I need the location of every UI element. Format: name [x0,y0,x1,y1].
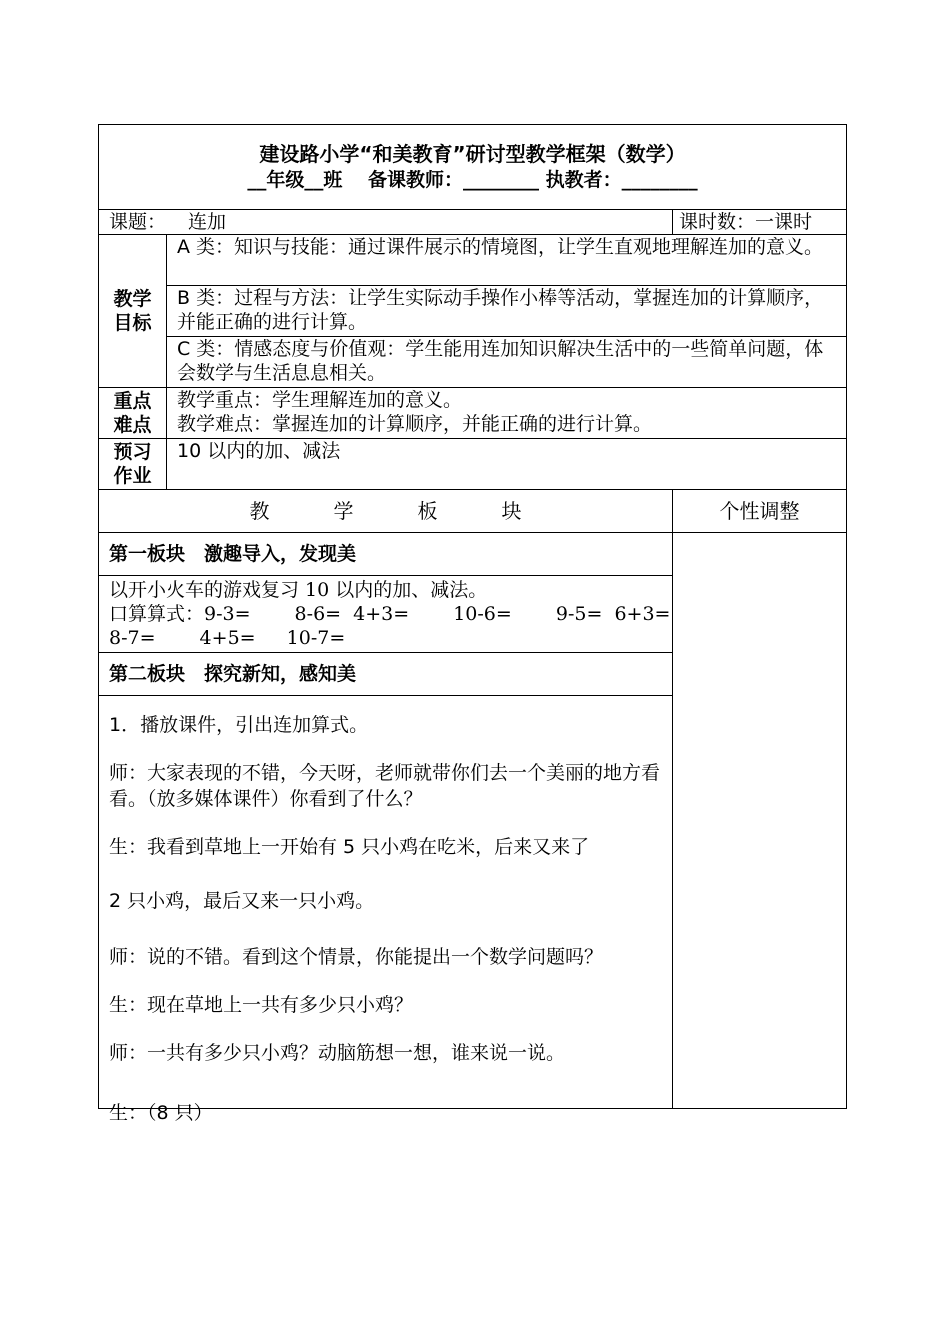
topic-value: 连加 [188,211,227,233]
document-title: 建设路小学“和美教育”研讨型教学框架（数学） [259,142,686,166]
adjust-column [673,533,847,1109]
document-subtitle: __年级__班 备课教师：________ 执教者：________ [247,169,698,191]
objectives-label [99,235,167,388]
keypoints-label [99,388,167,439]
topic-label: 课题： [109,211,167,233]
key-point: 教学重点：学生理解连加的意义。 [177,389,463,411]
section1-heading: 第一板块 激趣导入，发现美 [99,533,673,576]
lesson-plan-table [98,124,847,1124]
title-cell [99,125,847,210]
section2-line-8: 生：（8 只） [109,1102,213,1124]
board-char-3: 板 [417,499,438,523]
objectives-content [167,235,847,388]
lesson-plan-document [98,124,846,1124]
objective-a: A 类：知识与技能：通过课件展示的情境图，让学生直观地理解连加的意义。 [167,235,846,286]
objective-c: C 类：情感态度与价值观：学生能用连加知识解决生活中的一些简单问题，体会数学与生活息息相关。 [177,338,824,384]
section1-intro: 以开小火车的游戏复习 10 以内的加、减法。 [109,579,488,601]
section2-line-3: 生：我看到草地上一开始有 5 只小鸡在吃米，后来又来了 [109,836,590,858]
keypoints-label-line1: 重点 [113,390,152,412]
section2-line-4: 2 只小鸡，最后又来一只小鸡。 [109,890,375,912]
section2-line-2: 师：大家表现的不错，今天呀，老师就带你们去一个美丽的地方看看。（放多媒体课件）你看到了什么？ [109,762,661,810]
difficult-point: 教学难点：掌握连加的计算顺序，并能正确的进行计算。 [177,413,653,435]
section2-line-7: 师：一共有多少只小鸡？动脑筋想一想，谁来说一说。 [109,1042,566,1064]
board-char-4: 块 [501,499,522,523]
section2-line-1: 1．播放课件，引出连加算式。 [109,714,369,736]
section2-body [99,696,673,1124]
board-heading [99,490,673,533]
section1-body [99,576,673,653]
objectives-label-line2: 目标 [113,312,152,334]
topic-cell [99,210,673,235]
board-char-1: 教 [249,499,270,523]
preview-label-line2: 作业 [113,465,152,487]
section2-heading: 第二板块 探究新知，感知美 [99,653,673,696]
adjust-heading: 个性调整 [673,490,847,533]
keypoints-label-line2: 难点 [113,414,152,436]
keypoints-content [167,388,847,439]
section1-calc-line1: 口算算式：9-3= 8-6= 4+3= 10-6= 9-5= 6+3= [109,603,671,625]
section1-calc-line2: 8-7= 4+5= 10-7= [109,627,346,649]
objectives-label-line1: 教学 [113,288,152,310]
preview-content: 10 以内的加、减法 [167,439,847,490]
preview-label [99,439,167,490]
section2-line-5: 师：说的不错。看到这个情景，你能提出一个数学问题吗？ [109,946,604,968]
section2-line-6: 生：现在草地上一共有多少只小鸡？ [109,994,414,1016]
board-char-2: 学 [333,499,354,523]
preview-label-line1: 预习 [113,441,152,463]
objective-b: B 类：过程与方法：让学生实际动手操作小棒等活动，掌握连加的计算顺序，并能正确的进行计算。 [167,286,846,337]
hours-cell: 课时数：一课时 [673,210,847,235]
